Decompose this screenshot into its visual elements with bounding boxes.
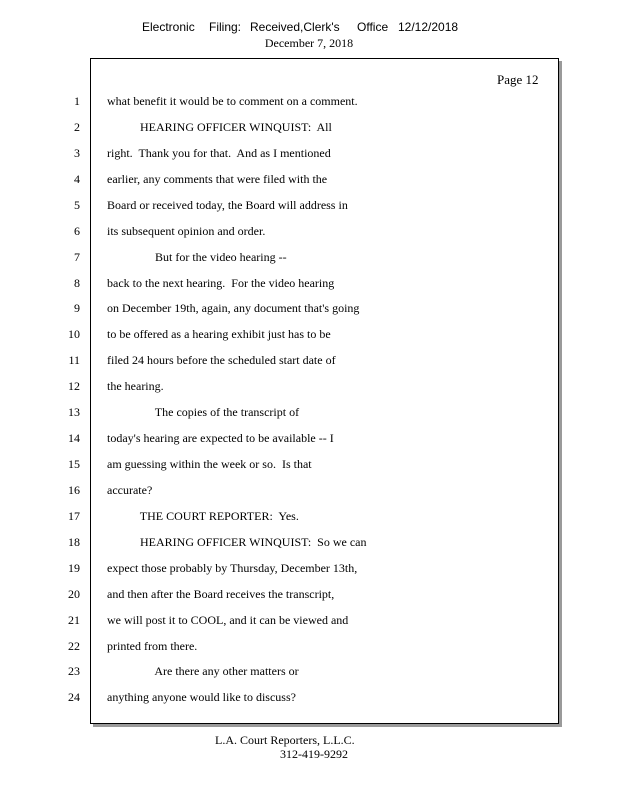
line-number: 11 (68, 353, 80, 367)
footer-phone: 312-419-9292 (280, 747, 348, 761)
line-text: am guessing within the week or so. Is that (107, 457, 312, 471)
line-number: 12 (68, 379, 80, 393)
line-text: filed 24 hours before the scheduled start date of (107, 353, 336, 367)
line-text: HEARING OFFICER WINQUIST: So we can (107, 535, 367, 549)
line-number: 7 (74, 250, 80, 264)
filing-header-electronic: Electronic (142, 20, 195, 34)
line-number: 21 (68, 613, 80, 627)
line-number: 10 (68, 327, 80, 341)
line-number: 19 (68, 561, 80, 575)
line-number: 14 (68, 431, 80, 445)
line-text: what benefit it would be to comment on a comment. (107, 94, 358, 108)
line-number: 18 (68, 535, 80, 549)
line-number: 24 (68, 690, 80, 704)
line-text: the hearing. (107, 379, 164, 393)
line-number: 20 (68, 587, 80, 601)
line-text: Are there any other matters or (107, 664, 299, 678)
filing-header-filing: Filing: (209, 20, 242, 34)
footer-company: L.A. Court Reporters, L.L.C. (215, 733, 355, 747)
line-text: The copies of the transcript of (107, 405, 300, 419)
line-number: 5 (74, 198, 80, 212)
filing-header-date: 12/12/2018 (398, 20, 459, 34)
line-text: anything anyone would like to discuss? (107, 690, 296, 704)
line-number: 6 (74, 224, 80, 238)
line-number: 22 (68, 639, 80, 653)
line-number: 2 (74, 120, 80, 134)
hearing-date: December 7, 2018 (264, 36, 354, 50)
line-text: back to the next hearing. For the video hearing (107, 276, 335, 290)
line-text: printed from there. (107, 639, 198, 653)
line-number: 1 (74, 94, 80, 108)
filing-header-received: Received,Clerk's (250, 20, 340, 34)
line-text: HEARING OFFICER WINQUIST: All (107, 120, 332, 134)
line-number: 3 (74, 146, 80, 160)
line-number: 8 (74, 276, 80, 290)
line-number: 13 (68, 405, 80, 419)
line-text: But for the video hearing -- (107, 250, 287, 264)
line-text: today's hearing are expected to be available -- I (107, 431, 334, 445)
line-number: 15 (68, 457, 80, 471)
line-text: on December 19th, again, any document that's going (107, 301, 360, 315)
line-text: right. Thank you for that. And as I mentioned (107, 146, 331, 160)
line-text: and then after the Board receives the transcript, (107, 587, 335, 601)
line-text: THE COURT REPORTER: Yes. (107, 509, 299, 523)
line-text: accurate? (107, 483, 153, 497)
line-text: Board or received today, the Board will address in (107, 198, 348, 212)
line-number: 23 (68, 664, 80, 678)
line-text: its subsequent opinion and order. (107, 224, 266, 238)
line-text: expect those probably by Thursday, December 13th, (107, 561, 358, 575)
line-text: to be offered as a hearing exhibit just has to be (107, 327, 331, 341)
line-text: we will post it to COOL, and it can be viewed and (107, 613, 349, 627)
line-number: 16 (68, 483, 80, 497)
line-number: 4 (74, 172, 80, 186)
filing-header-office: Office (357, 20, 389, 34)
page-number: Page 12 (497, 72, 539, 87)
line-text: earlier, any comments that were filed with the (107, 172, 328, 186)
line-number: 9 (74, 301, 80, 315)
line-number: 17 (68, 509, 80, 523)
